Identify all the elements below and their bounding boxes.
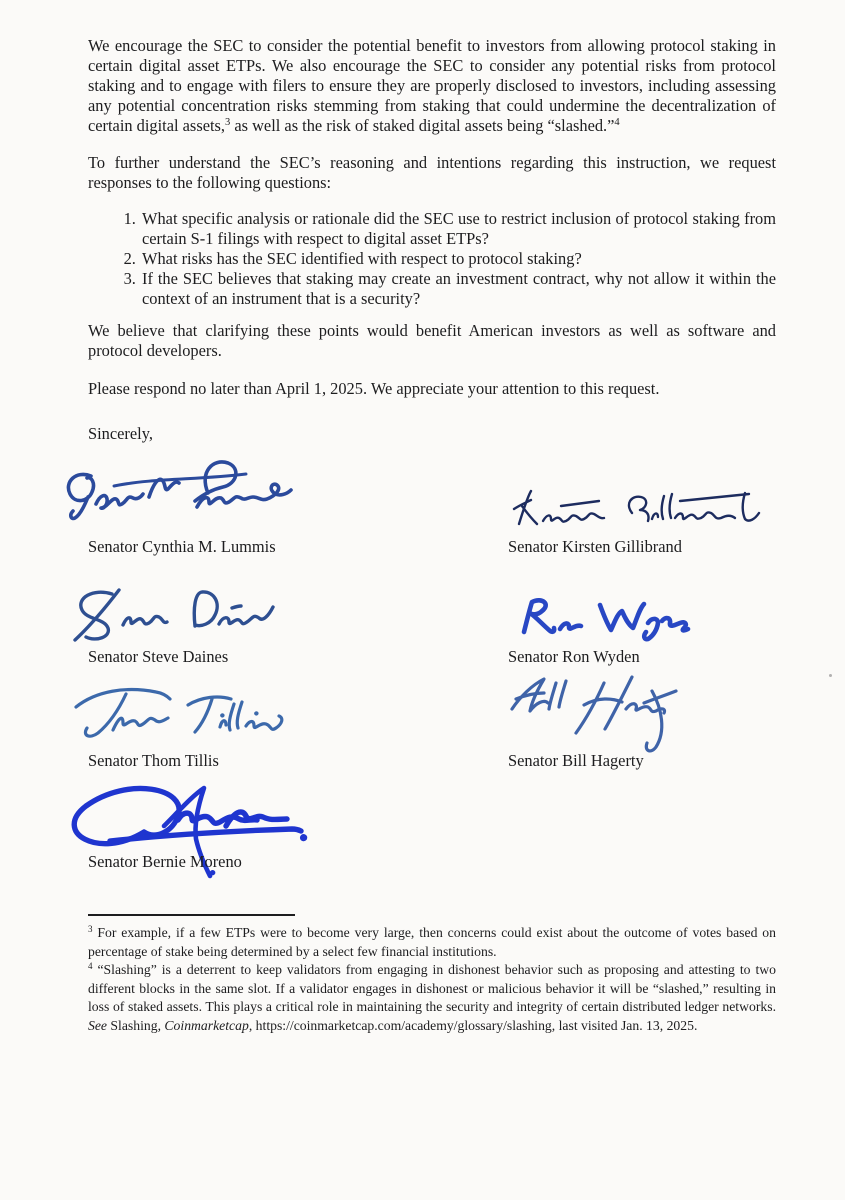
signatory-name-gillibrand: Senator Kirsten Gillibrand: [508, 537, 682, 556]
signature-row-1: [88, 444, 776, 557]
footnote-4-marker: 4: [88, 961, 93, 972]
footnote-3-marker: 3: [88, 924, 93, 934]
paragraph-text: as well as the risk of staked digital assets being “slashed.”: [230, 116, 615, 135]
signature-tillis-image: [68, 675, 303, 745]
footnote-4: [88, 961, 776, 1035]
signature-hagerty-image: [504, 669, 714, 761]
paragraph-staking-benefits: [88, 36, 776, 136]
questions-list: [88, 209, 776, 309]
signature-row-4: [88, 771, 776, 872]
signatory-name-hagerty: Senator Bill Hagerty: [508, 751, 644, 770]
paragraph-respond-deadline: Please respond no later than April 1, 2025. We appreciate your attention to this request.: [88, 379, 660, 398]
signature-section: [88, 444, 776, 872]
signatory-name-lummis: Senator Cynthia M. Lummis: [88, 537, 276, 556]
signatory-name-moreno: Senator Bernie Moreno: [88, 852, 242, 871]
signature-wyden-image: [510, 594, 695, 640]
question-item-1: 1. What specific analysis or rationale did the SEC use to restrict inclusion of protocol staking from certain S-1 filings with respect to digital asset ETPs?: [140, 209, 776, 249]
signatory-name-daines: Senator Steve Daines: [88, 647, 229, 666]
footnotes-section: [88, 914, 776, 1036]
paragraph-request-intro: To further understand the SEC’s reasoning and intentions regarding this instruction, we request responses to the following questions:: [88, 153, 776, 192]
signatory-name-tillis: Senator Thom Tillis: [88, 751, 219, 770]
footnote-4-text: “Slashing” is a deterrent to keep validators from engaging in dishonest behavior such as proposing and attesting to two different blocks in the same slot. If a validator engages in dishonest or malicious behavior it will be “slashed,” resulting in loss of staked assets. This plays a critical role in maintaining the security and integrity of certain distributed ledger networks.: [88, 962, 776, 1015]
signatory-name-wyden: Senator Ron Wyden: [508, 647, 640, 666]
letter-body: [88, 36, 776, 1036]
footnote-3: [88, 924, 776, 961]
footnote-url: , https://coinmarketcap.com/academy/glossary/slashing, last visited Jan. 13, 2025.: [248, 1017, 698, 1033]
paragraph-clarifying-benefit: We believe that clarifying these points would benefit American investors as well as software and protocol developers.: [88, 321, 776, 360]
closing-sincerely: Sincerely,: [88, 424, 153, 443]
signature-gillibrand-image: [504, 482, 766, 534]
footnote-4-see-italic: See: [88, 1017, 107, 1033]
footnote-divider: [88, 914, 295, 916]
signature-row-3: [88, 667, 776, 771]
footnote-4-source-italic: Coinmarketcap: [164, 1017, 249, 1033]
paragraph-text: We encourage the SEC to consider the potential benefit to investors from allowing protocol staking in certain digital asset ETPs. We also encourage the SEC to consider any potential risks from protocol staking and to engage with filers to ensure they are properly disclosed to investors, including assessing any potential concentration risks stemming from staking that could undermine the decentralization of certain digital assets,: [88, 36, 776, 135]
question-item-3: 3. If the SEC believes that staking may create an investment contract, why not allow it within the context of an instrument that is a security?: [140, 269, 776, 309]
scan-speck: [829, 674, 832, 677]
signature-daines-image: [66, 582, 281, 644]
signature-lummis-image: [58, 452, 308, 532]
signature-row-2: [88, 557, 776, 667]
footnote-4-title: Slashing,: [107, 1017, 165, 1033]
footnote-ref-3: 3: [225, 117, 231, 128]
footnote-ref-4: 4: [614, 117, 620, 128]
footnote-3-text: For example, if a few ETPs were to become very large, then concerns could exist about the outcome of votes based on percentage of stake being determined by a select few financial institutions.: [88, 925, 776, 959]
question-item-2: 2. What risks has the SEC identified with respect to protocol staking?: [140, 249, 776, 269]
